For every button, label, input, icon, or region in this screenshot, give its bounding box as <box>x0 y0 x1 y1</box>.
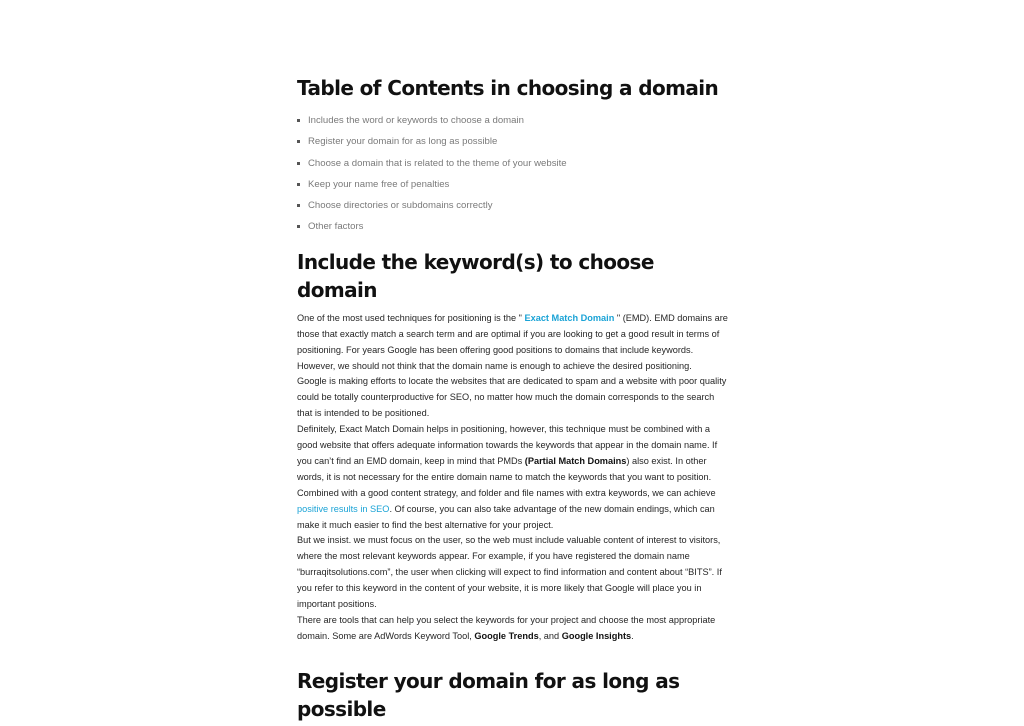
paragraph <box>297 613 729 645</box>
bold-text: Google Insights <box>561 630 632 641</box>
text: " (EMD). EMD domains are those that exactly match a search term and are optimal if you are looking to get a good result in terms of positioning. For years Google has been offering good positions to domains that include keywords. However, we should not think that the domain name is enough to achieve the desired positioning. <box>297 312 728 371</box>
section-body-keyword <box>297 311 729 645</box>
toc-item <box>297 135 729 156</box>
toc-title: Table of Contents in choosing a domain <box>297 76 719 100</box>
paragraph <box>297 311 729 375</box>
paragraph: But we insist. we must focus on the user, so the web must include valuable content of interest to visitors, where the most relevant keywords appear. For example, if you have registered the domain name “burraqitsolutions.com”, the user when clicking will expect to find information and content about “BITS”. If you refer to this keyword in the content of your website, it is more likely that Google will place you in important positions. <box>297 535 722 610</box>
text: . <box>631 630 634 641</box>
table-of-contents <box>297 114 729 242</box>
bullet-icon <box>297 225 300 228</box>
text: One of the most used techniques for positioning is the " <box>297 312 525 323</box>
paragraph: Google is making efforts to locate the websites that are dedicated to spam and a website with poor quality could be totally counterproductive for SEO, no matter how much the domain corresponds to the search that is intended to be positioned. <box>297 376 727 419</box>
bullet-icon <box>297 119 300 122</box>
toc-item <box>297 220 729 241</box>
text: , and <box>538 630 562 641</box>
bullet-icon <box>297 140 300 143</box>
text: . Of course, you can also take advantage of the new domain endings, which can make it much easier to find the best alternative for your project. <box>297 503 715 530</box>
bullet-icon <box>297 183 300 186</box>
toc-link-penalties[interactable]: Keep your name free of penalties <box>308 178 450 190</box>
bullet-icon <box>297 204 300 207</box>
toc-item <box>297 178 729 199</box>
text: There are tools that can help you select the keywords for your project and choose the most appropriate domain. Some are AdWords Keyword Tool, <box>297 615 716 641</box>
toc-link-register[interactable]: Register your domain for as long as possible <box>308 136 498 148</box>
seo-results-link[interactable]: positive results in SEO <box>297 503 390 514</box>
text: ) also exist. In other words, it is not necessary for the entire domain name to match the keywords that you want to position. Combined with a good content strategy, and folder and file names with extra keywords, we can achieve <box>297 455 716 498</box>
toc-item <box>297 114 729 135</box>
paragraph <box>297 422 729 533</box>
toc-item <box>297 157 729 178</box>
bullet-icon <box>297 162 300 165</box>
toc-link-directories[interactable]: Choose directories or subdomains correctly <box>308 200 493 212</box>
section-heading-keyword: Include the keyword(s) to choose domain <box>297 249 654 302</box>
exact-match-domain-link[interactable]: Exact Match Domain <box>524 312 615 323</box>
section-heading-register: Register your domain for as long as possible <box>297 668 680 721</box>
article <box>297 74 729 723</box>
toc-link-theme[interactable]: Choose a domain that is related to the theme of your website <box>308 157 567 169</box>
bold-text: (Partial Match Domains <box>524 455 627 466</box>
bold-text: Google Trends <box>474 630 539 641</box>
toc-link-other[interactable]: Other factors <box>308 221 364 233</box>
text: Definitely, Exact Match Domain helps in positioning, however, this technique must be combined with a good website that offers adequate information towards the keywords that appear in the domain name. If you can’t find an EMD domain, keep in mind that PMDs <box>297 424 718 466</box>
toc-link-keywords[interactable]: Includes the word or keywords to choose a domain <box>308 115 524 126</box>
toc-item <box>297 199 729 220</box>
